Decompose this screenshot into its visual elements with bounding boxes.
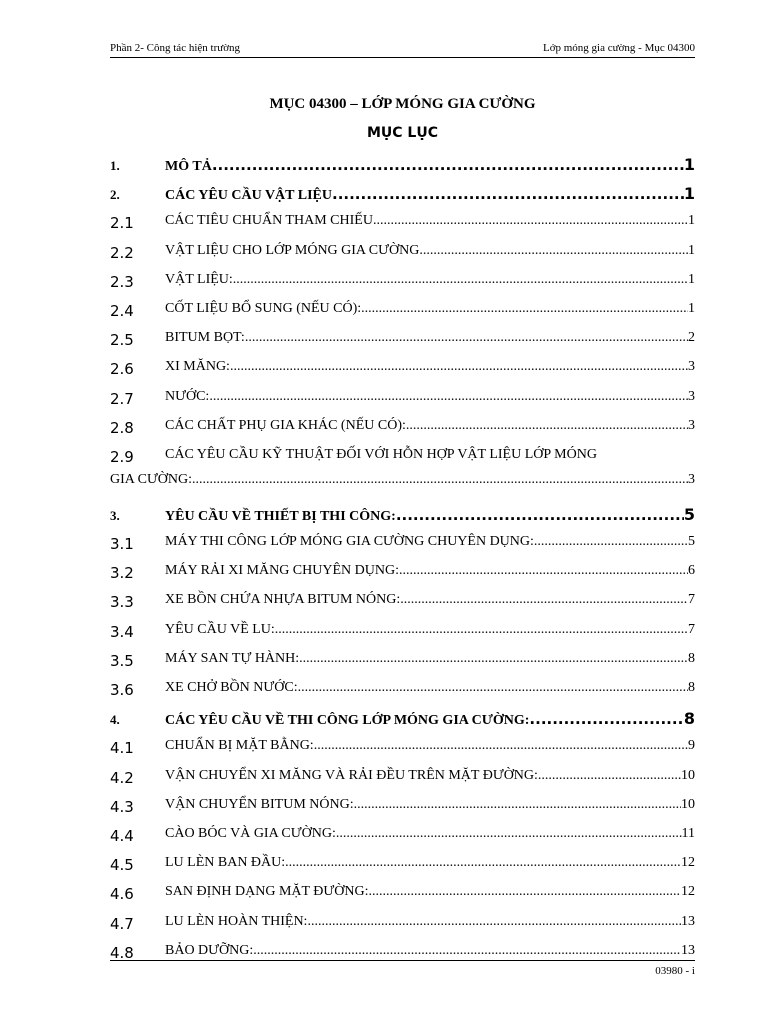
header-right-text: Lớp móng gia cường - Mục 04300 — [542, 42, 695, 54]
toc-entry-number: 3.6 — [110, 681, 134, 699]
toc-entry[interactable] — [110, 821, 695, 850]
dot-leader — [534, 534, 688, 550]
toc-entry[interactable] — [110, 938, 695, 967]
dot-leader — [275, 622, 688, 638]
dot-leader — [399, 563, 688, 579]
toc-entry-line — [165, 155, 695, 175]
toc-entry[interactable] — [110, 296, 695, 325]
toc-entry[interactable] — [110, 442, 695, 500]
toc-entry-line — [165, 855, 695, 871]
toc-entry-page: 8 — [688, 650, 695, 666]
toc-entry-page: 13 — [681, 942, 695, 958]
dot-leader — [396, 506, 684, 525]
toc-entry-line — [165, 592, 695, 608]
page-header — [110, 40, 695, 58]
toc-entry-page: 6 — [688, 563, 695, 579]
toc-entry-label-continued: GIA CƯỜNG: — [110, 471, 193, 487]
toc-entry-line — [165, 738, 695, 754]
toc-entry-page: 5 — [683, 504, 695, 524]
toc-entry-label: CHUẨN BỊ MẶT BẰNG: — [165, 738, 314, 754]
toc-entry-page: 10 — [681, 767, 695, 783]
toc-entry-label: MÔ TẢ — [165, 159, 212, 174]
toc-entry-label: VẬN CHUYỂN XI MĂNG VÀ RẢI ĐỀU TRÊN MẶT ĐƯỜNG: — [165, 767, 538, 783]
toc-entry-label: MÁY THI CÔNG LỚP MÓNG GIA CƯỜNG CHUYÊN DỤNG: — [165, 534, 534, 550]
toc-entry[interactable] — [110, 909, 695, 938]
dot-leader — [529, 710, 683, 729]
dot-leader — [538, 768, 681, 784]
toc-entry-line — [165, 943, 695, 959]
toc-entry-label: CÁC YÊU CẦU KỸ THUẬT ĐỐI VỚI HỖN HỢP VẬT LIỆU LỚP MÓNG — [165, 446, 597, 462]
toc-entry[interactable] — [110, 529, 695, 558]
toc-entry-number: 2.3 — [110, 272, 134, 291]
dot-leader — [369, 884, 682, 900]
toc-entry-label: YÊU CẦU VỀ THIẾT BỊ THI CÔNG: — [165, 508, 396, 524]
dot-leader — [299, 651, 688, 667]
toc-entry-number: 4.4 — [110, 826, 134, 845]
toc-entry-number: 2.7 — [110, 389, 134, 408]
toc-entry-number: 1. — [110, 158, 120, 173]
toc-entry-label: BITUM BỌT: — [165, 330, 245, 346]
dot-leader — [209, 389, 688, 405]
toc-entry-page: 1 — [688, 271, 695, 287]
toc-entry-label: CÁC CHẤT PHỤ GIA KHÁC (NẾU CÓ): — [165, 417, 406, 433]
toc-entry-line — [165, 272, 695, 288]
toc-entry-label: LU LÈN HOÀN THIỆN: — [165, 913, 308, 929]
toc-entry-number: 3.3 — [110, 593, 134, 612]
toc-entry-label: CỐT LIỆU BỔ SUNG (NẾU CÓ): — [165, 300, 362, 316]
toc-entry-label: YÊU CẦU VỀ LU: — [165, 621, 275, 637]
toc-entry-label: VẬT LIỆU: — [165, 271, 233, 287]
toc-entry-line — [165, 797, 695, 813]
toc-entry[interactable] — [110, 150, 695, 179]
dot-leader — [332, 185, 684, 204]
toc-entry-label: XI MĂNG: — [165, 359, 230, 375]
toc-entry-number: 3.2 — [110, 564, 134, 583]
dot-leader — [285, 855, 681, 871]
toc-entry[interactable] — [110, 238, 695, 267]
toc-entry-label: VẬN CHUYỂN BITUM NÓNG: — [165, 796, 354, 812]
toc-entry-number: 3.4 — [110, 622, 134, 641]
toc-entry-number: 4.2 — [110, 768, 134, 787]
toc-entry[interactable] — [110, 850, 695, 879]
toc-entry-line — [165, 709, 695, 729]
toc-entry-page: 1 — [683, 155, 695, 174]
toc-entry-number: 2.5 — [110, 331, 134, 350]
toc-entry-number: 4.6 — [110, 885, 134, 904]
toc-entry-number: 2.4 — [110, 301, 134, 320]
toc-entry-number: 4. — [110, 712, 120, 728]
dot-leader — [336, 826, 682, 842]
toc-entry-label: XE BỒN CHỨA NHỰA BITUM NÓNG: — [165, 592, 401, 608]
toc-entry[interactable] — [110, 500, 695, 529]
toc-entry-line — [165, 680, 695, 696]
toc-entry-label: LU LÈN BAN ĐẦU: — [165, 855, 286, 871]
toc-entry-page: 5 — [688, 534, 695, 550]
toc-entry-page: 11 — [681, 825, 695, 841]
toc-entry-label: CÁC YÊU CẦU VỀ THI CÔNG LỚP MÓNG GIA CƯỜNG: — [165, 713, 530, 729]
dot-leader — [307, 914, 681, 930]
dot-leader — [361, 301, 688, 317]
toc-entry[interactable] — [110, 763, 695, 792]
toc-entry[interactable] — [110, 617, 695, 646]
toc-entry-line — [165, 301, 695, 317]
toc-entry-number: 2.9 — [110, 447, 134, 466]
toc-entry-page: 3 — [688, 417, 695, 433]
toc-entry-number: 2.2 — [110, 243, 134, 262]
toc-entry[interactable] — [110, 208, 695, 237]
toc-entry-number: 4.1 — [110, 739, 134, 758]
table-of-contents — [110, 150, 695, 967]
dot-leader — [373, 213, 688, 229]
toc-entry-line — [165, 243, 695, 259]
toc-entry[interactable] — [110, 267, 695, 296]
document-title: MỤC 04300 – LỚP MÓNG GIA CƯỜNG — [269, 96, 536, 112]
toc-entry-page: 9 — [688, 738, 695, 754]
toc-entry-number: 4.7 — [110, 914, 134, 933]
toc-entry[interactable] — [110, 733, 695, 762]
dot-leader — [230, 359, 688, 375]
toc-entry-label: SAN ĐỊNH DẠNG MẶT ĐƯỜNG: — [165, 884, 369, 900]
toc-entry-page: 3 — [688, 359, 695, 375]
toc-entry[interactable] — [110, 179, 695, 208]
toc-entry-line — [165, 651, 695, 667]
toc-entry-line — [165, 359, 695, 375]
toc-entry-number: 2. — [110, 187, 120, 203]
toc-entry-page: 8 — [683, 709, 695, 729]
toc-entry[interactable] — [110, 558, 695, 587]
toc-entry-label: CÁC YÊU CẦU VẬT LIỆU — [165, 188, 332, 204]
toc-entry-continuation — [110, 472, 695, 488]
toc-entry-page: 3 — [688, 471, 695, 487]
toc-entry-page: 10 — [681, 796, 695, 812]
dot-leader — [233, 272, 688, 288]
toc-entry[interactable] — [110, 879, 695, 908]
toc-entry-number: 4.3 — [110, 797, 134, 816]
dot-leader — [212, 156, 684, 175]
toc-heading: MỤC LỤC — [366, 125, 438, 141]
toc-entry[interactable] — [110, 354, 695, 383]
toc-entry-label: XE CHỞ BỒN NƯỚC: — [165, 680, 298, 695]
dot-leader — [419, 243, 688, 259]
toc-entry-label: CÀO BÓC VÀ GIA CƯỜNG: — [165, 825, 336, 841]
page-footer — [110, 960, 695, 977]
toc-entry-label: BẢO DƯỠNG: — [165, 942, 254, 958]
toc-entry-page: 12 — [681, 855, 695, 871]
toc-entry[interactable] — [110, 325, 695, 354]
toc-entry-number: 2.8 — [110, 418, 134, 437]
dot-leader — [406, 418, 688, 434]
toc-entry-number: 3.1 — [110, 535, 134, 554]
toc-entry-number: 3.5 — [110, 651, 134, 670]
toc-entry-label: MÁY SAN TỰ HÀNH: — [165, 650, 300, 666]
toc-entry-line — [165, 622, 695, 638]
toc-entry-line — [165, 826, 695, 842]
toc-entry-line — [165, 563, 695, 579]
toc-entry-page: 1 — [688, 213, 695, 229]
toc-entry-line — [165, 768, 695, 784]
toc-entry-number: 4.8 — [110, 943, 134, 962]
dot-leader — [400, 592, 688, 608]
toc-entry[interactable] — [110, 587, 695, 616]
toc-entry[interactable] — [110, 646, 695, 675]
toc-entry[interactable] — [110, 384, 695, 413]
toc-entry-number: 2.1 — [110, 214, 134, 233]
toc-entry-page: 8 — [688, 680, 695, 695]
dot-leader — [314, 738, 688, 754]
toc-entry-page: 7 — [688, 621, 695, 637]
toc-entry-page: 7 — [688, 592, 695, 608]
toc-entry-line — [165, 505, 695, 525]
toc-entry-line — [165, 534, 695, 550]
dot-leader — [245, 330, 688, 346]
toc-entry-line — [165, 184, 695, 204]
toc-entry-number: 3. — [110, 507, 120, 523]
toc-entry-label: MÁY RẢI XI MĂNG CHUYÊN DỤNG: — [165, 563, 399, 579]
dot-leader — [298, 680, 688, 696]
toc-entry[interactable] — [110, 413, 695, 442]
toc-entry-page: 1 — [688, 242, 695, 258]
toc-entry-label: VẬT LIỆU CHO LỚP MÓNG GIA CƯỜNG — [165, 242, 420, 258]
toc-entry-line — [165, 330, 695, 346]
footer-page-number: 03980 - i — [655, 965, 695, 977]
dot-leader — [253, 943, 681, 959]
header-left-text: Phần 2- Công tác hiện trường — [110, 42, 241, 54]
toc-entry-page: 13 — [681, 913, 695, 929]
toc-entry-line — [165, 418, 695, 434]
dot-leader — [192, 472, 688, 488]
toc-entry-page: 2 — [688, 330, 695, 346]
toc-entry-page: 12 — [681, 884, 695, 900]
toc-entry-number: 2.6 — [110, 360, 134, 379]
toc-entry-line — [165, 389, 695, 405]
toc-entry-page: 1 — [683, 184, 695, 204]
toc-entry-line — [165, 213, 695, 229]
toc-entry[interactable] — [110, 704, 695, 733]
toc-entry[interactable] — [110, 792, 695, 821]
toc-entry-page: 1 — [688, 300, 695, 316]
toc-entry-label: NƯỚC: — [165, 388, 210, 404]
toc-entry-line — [165, 914, 695, 930]
toc-entry-number: 4.5 — [110, 856, 134, 875]
toc-entry-line — [165, 884, 695, 900]
toc-entry-page: 3 — [688, 388, 695, 404]
toc-entry-label: CÁC TIÊU CHUẨN THAM CHIẾU — [165, 213, 373, 229]
dot-leader — [354, 797, 681, 813]
toc-entry[interactable] — [110, 675, 695, 704]
